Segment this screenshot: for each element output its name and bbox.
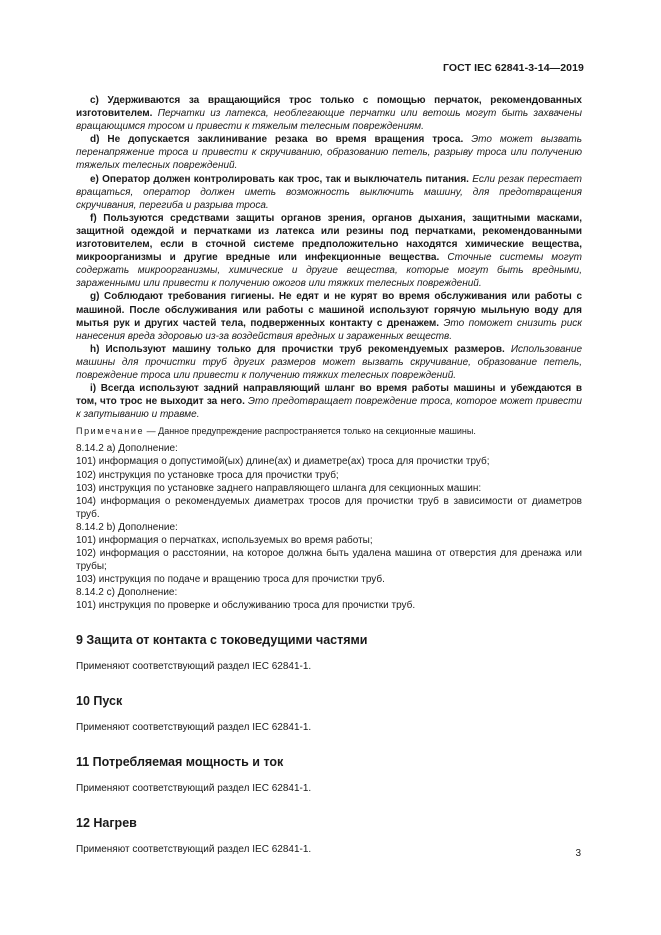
note <box>76 425 582 438</box>
section-text-10: Применяют соответствующий раздел IEC 62841-1. <box>76 721 312 733</box>
warning-paragraph-e <box>76 173 582 212</box>
list-item: 104) информация о рекомендуемых диаметрах тросов для прочистки труб в зависимости от диаметров труб. <box>76 495 582 520</box>
warning-paragraph-g <box>76 290 582 342</box>
section-heading-11: 11 Потребляемая мощность и ток <box>76 754 284 769</box>
list-item: 101) информация о перчатках, используемых во время работы; <box>76 535 373 546</box>
list-item: 103) инструкция по установке заднего направляющего шланга для секционных машин: <box>76 482 482 494</box>
list-item: 8.14.2 с) Дополнение: <box>76 587 178 599</box>
document-header: ГОСТ IEC 62841-3-14—2019 <box>442 62 584 74</box>
list-item: 102) инструкция по установке троса для прочистки труб; <box>76 469 339 481</box>
warning-paragraph-h <box>76 343 582 382</box>
section-heading-10: 10 Пуск <box>76 693 123 708</box>
list-item: 8.14.2 b) Дополнение: <box>76 521 178 533</box>
list-item: 102) информация о расстоянии, на которое должна быть удалена машина от отверстия для дренажа или трубы; <box>76 548 582 573</box>
warning-italic: Использование машины для прочистки труб других размеров может вызвать скручивание, образование петель, повреждение троса или привести к получению тяжких телесных повреждений. <box>76 343 583 381</box>
note-label: Примечание <box>76 426 145 437</box>
warning-italic: Это предотвращает повреждение троса, которое может привести к запутыванию и травме. <box>76 396 582 421</box>
warning-bold: c) Удерживаются за вращающийся трос только с помощью перчаток, рекомендованных изготовителем. <box>76 95 582 120</box>
warning-paragraph-i <box>76 382 582 421</box>
section-heading-9: 9 Защита от контакта с токоведущими частями <box>76 632 368 647</box>
warning-paragraph-c <box>76 94 582 133</box>
section-heading-12: 12 Нагрев <box>76 815 137 830</box>
warning-bold: e) Оператор должен контролировать как трос, так и выключатель питания. <box>90 173 469 185</box>
list-item: 8.14.2 а) Дополнение: <box>76 443 178 455</box>
warning-italic: Сточные системы могут содержать микроорганизмы, химические и другие вещества, которые могут быть вредными, зараженными или привести к получению ожогов или тяжких телесных повреждений. <box>76 252 582 290</box>
note-text: — Данное предупреждение распространяется только на секционные машины. <box>144 426 476 437</box>
page-content <box>76 94 582 856</box>
warning-bold: d) Не допускается заклинивание резака во время вращения троса. <box>90 134 464 146</box>
warning-paragraph-f <box>76 212 582 291</box>
list-item: 103) инструкция по подаче и вращению троса для прочистки труб. <box>76 574 385 586</box>
section-text-9: Применяют соответствующий раздел IEC 62841-1. <box>76 660 312 672</box>
section-text-12: Применяют соответствующий раздел IEC 62841-1. <box>76 843 312 855</box>
warning-italic: Это может вызвать перенапряжение троса и привести к скручиванию, образованию петель, разрыву троса или получению тяжелых телесных повреждений. <box>76 134 582 172</box>
warning-bold: f) Пользуются средствами защиты органов зрения, органов дыхания, защитными масками, защитной одеждой и перчатками из латекса или резины под перчатками, рекомендованными изготовителем, если в сточной системе предположительно находятся химические вещества, микроорганизмы и другие вредные или инфекционные вещества. <box>76 212 582 264</box>
page-number: 3 <box>575 848 581 859</box>
warning-paragraph-d <box>76 133 582 172</box>
list-item: 101) информация о допустимой(ых) длине(ах) и диаметре(ах) троса для прочистки труб; <box>76 456 490 468</box>
warning-italic: Перчатки из латекса, необлегающие перчатки или ветошь могут быть захвачены вращающимся тросом и привести к тяжелым телесным повреждениям. <box>76 108 582 133</box>
warning-bold: i) Всегда используют задний направляющий шланг во время работы машины и убеждаются в том, что трос не выходит за него. <box>76 383 582 408</box>
list-item: 101) инструкция по проверке и обслуживанию троса для прочистки труб. <box>76 600 416 612</box>
section-text-11: Применяют соответствующий раздел IEC 62841-1. <box>76 782 312 794</box>
warning-italic: Это поможет снизить риск нанесения вреда здоровью из-за воздействия вредных и зараженных веществ. <box>76 317 583 342</box>
warning-bold: g) Соблюдают требования гигиены. Не едят и не курят во время обслуживания или работы с машиной. После обслуживания или работы с машиной используют горячую мыльную воду для мытья рук и других частей тела, подверженных контакту с дренажем. <box>76 291 582 329</box>
warning-bold: h) Используют машину только для прочистки труб рекомендуемых размеров. <box>90 343 505 355</box>
warning-italic: Если резак перестает вращаться, оператор должен иметь возможность выключить машину, для предотвращения скручивания, перегиба и разрыва троса. <box>76 173 582 211</box>
